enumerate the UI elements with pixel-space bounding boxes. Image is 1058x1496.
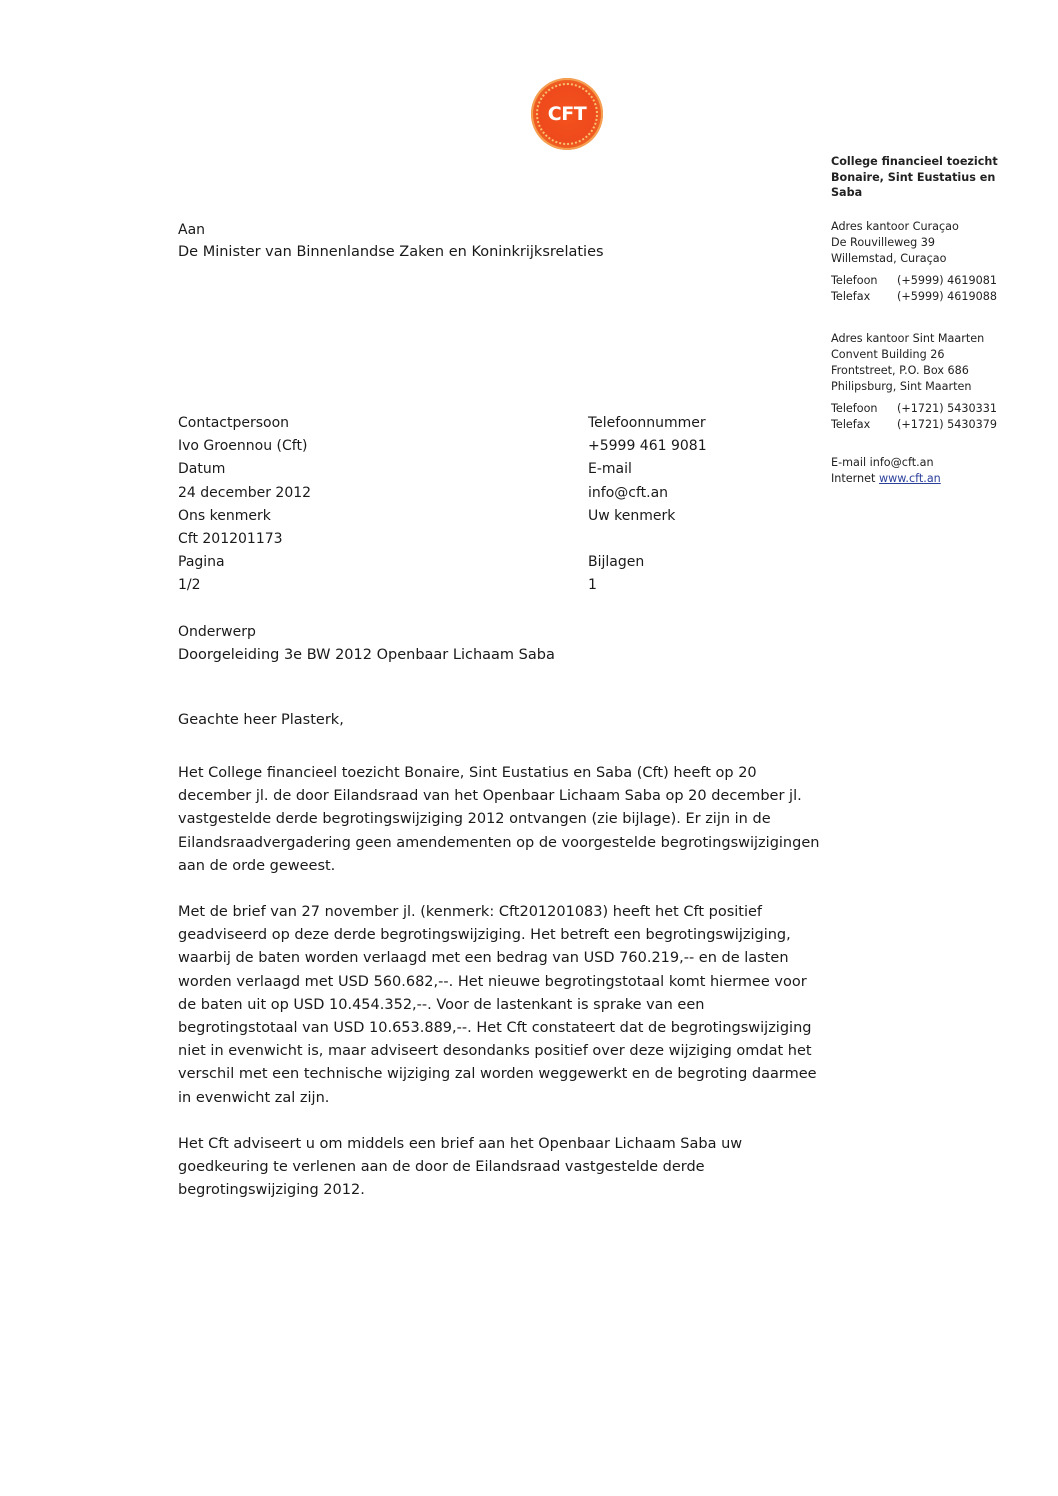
text-line: aan de orde geweest. bbox=[178, 857, 336, 874]
fax-label: Telefax bbox=[831, 289, 871, 303]
meta-value: 24 december 2012 bbox=[178, 484, 312, 501]
sender-info bbox=[831, 154, 1031, 487]
sint-maarten-phone bbox=[831, 401, 1031, 417]
address-line: Frontstreet, P.O. Box 686 bbox=[831, 363, 969, 377]
meta-value: Cft 201201173 bbox=[178, 530, 283, 547]
address-line: Philipsburg, Sint Maarten bbox=[831, 379, 972, 393]
internet-label: Internet bbox=[831, 471, 876, 485]
website-link[interactable]: www.cft.an bbox=[879, 471, 941, 485]
meta-label: Telefoonnummer bbox=[588, 415, 706, 431]
curacao-office bbox=[831, 219, 1031, 305]
meta-value: +5999 461 9081 bbox=[588, 438, 707, 455]
meta-label: Ons kenmerk bbox=[178, 507, 271, 524]
text-line: worden verlaagd met USD 560.682,--. Het nieuwe begrotingstotaal komt hiermee voor bbox=[178, 973, 807, 990]
metadata-left-column bbox=[178, 412, 578, 598]
text-line: Eilandsraadvergadering geen amendementen op de voorgestelde begrotingswijzigingen bbox=[178, 834, 820, 851]
meta-label: Contactpersoon bbox=[178, 415, 290, 431]
curacao-office-heading: Adres kantoor Curaçao bbox=[831, 219, 959, 233]
sender-internet bbox=[831, 471, 1031, 487]
text-line: in evenwicht zal zijn. bbox=[178, 1089, 330, 1106]
addressee-label: Aan bbox=[178, 222, 206, 238]
text-line: waarbij de baten worden verlaagd met een bedrag van USD 760.219,-- en de lasten bbox=[178, 950, 789, 967]
org-line: College financieel toezicht bbox=[831, 155, 998, 168]
meta-value: 1/2 bbox=[178, 577, 201, 594]
sint-maarten-office-heading: Adres kantoor Sint Maarten bbox=[831, 331, 985, 345]
address-line: De Rouvilleweg 39 bbox=[831, 235, 936, 249]
text-line: verschil met een technische wijziging zal worden weggewerkt en de begroting daarmee bbox=[178, 1066, 817, 1083]
meta-label: Pagina bbox=[178, 554, 225, 571]
paragraph-1 bbox=[178, 762, 890, 878]
metadata-right-column bbox=[588, 412, 788, 598]
text-line: vastgestelde derde begrotingswijziging 2012 ontvangen (zie bijlage). Er zijn in de bbox=[178, 811, 771, 828]
salutation: Geachte heer Plasterk, bbox=[178, 712, 344, 728]
address-line: Willemstad, Curaçao bbox=[831, 251, 947, 265]
text-line: Het College financieel toezicht Bonaire, Sint Eustatius en Saba (Cft) heeft op 20 bbox=[178, 765, 757, 781]
meta-value: Ivo Groennou (Cft) bbox=[178, 438, 308, 455]
subject-value: Doorgeleiding 3e BW 2012 Openbaar Lichaam Saba bbox=[178, 647, 555, 663]
sint-maarten-fax bbox=[831, 417, 1031, 433]
curacao-fax bbox=[831, 289, 1031, 305]
meta-value bbox=[588, 528, 788, 551]
paragraph-2 bbox=[178, 901, 890, 1110]
meta-label: Datum bbox=[178, 461, 226, 478]
address-line: Convent Building 26 bbox=[831, 347, 945, 361]
text-line: Met de brief van 27 november jl. (kenmerk: Cft201201083) heeft het Cft positief bbox=[178, 904, 763, 921]
text-line: Het Cft adviseert u om middels een brief aan het Openbaar Lichaam Saba uw bbox=[178, 1135, 743, 1152]
cft-logo bbox=[531, 78, 603, 150]
phone-label: Telefoon bbox=[831, 273, 878, 287]
text-line: begrotingswijziging 2012. bbox=[178, 1182, 365, 1199]
addressee bbox=[178, 219, 604, 263]
sender-email bbox=[831, 455, 1031, 471]
fax-value: (+1721) 5430379 bbox=[897, 417, 997, 431]
fax-label: Telefax bbox=[831, 417, 871, 431]
phone-value: (+1721) 5430331 bbox=[897, 401, 997, 415]
meta-label: E-mail bbox=[588, 461, 632, 478]
email-value: info@cft.an bbox=[869, 455, 934, 469]
fax-value: (+5999) 4619088 bbox=[897, 289, 997, 303]
addressee-name: De Minister van Binnenlandse Zaken en Koninkrijksrelaties bbox=[178, 244, 604, 260]
paragraph-3 bbox=[178, 1133, 890, 1203]
text-line: geadviseerd op deze derde begrotingswijziging. Het betreft een begrotingswijziging, bbox=[178, 927, 791, 944]
subject bbox=[178, 621, 555, 667]
text-line: niet in evenwicht is, maar adviseert desondanks positief over deze wijziging omdat het bbox=[178, 1043, 812, 1060]
sint-maarten-office bbox=[831, 331, 1031, 433]
email-label: E-mail bbox=[831, 455, 867, 469]
text-line: begrotingstotaal van USD 10.653.889,--. Het Cft constateert dat de begrotingswijziging bbox=[178, 1020, 812, 1037]
org-line: Saba bbox=[831, 186, 863, 199]
phone-value: (+5999) 4619081 bbox=[897, 273, 997, 287]
meta-label: Uw kenmerk bbox=[588, 507, 676, 524]
meta-value: 1 bbox=[588, 577, 597, 594]
subject-label: Onderwerp bbox=[178, 624, 256, 640]
text-line: goedkeuring te verlenen aan de door de Eilandsraad vastgestelde derde bbox=[178, 1159, 705, 1176]
meta-label: Bijlagen bbox=[588, 554, 645, 571]
logo-text: CFT bbox=[547, 103, 587, 125]
letter-body bbox=[178, 762, 890, 1225]
curacao-phone bbox=[831, 273, 1031, 289]
sender-organization bbox=[831, 154, 1031, 201]
meta-value: info@cft.an bbox=[588, 484, 669, 501]
text-line: de baten uit op USD 10.454.352,--. Voor de lastenkant is sprake van een bbox=[178, 996, 705, 1013]
org-line: Bonaire, Sint Eustatius en bbox=[831, 170, 996, 184]
phone-label: Telefoon bbox=[831, 401, 878, 415]
text-line: december jl. de door Eilandsraad van het Openbaar Lichaam Saba op 20 december jl. bbox=[178, 788, 802, 805]
